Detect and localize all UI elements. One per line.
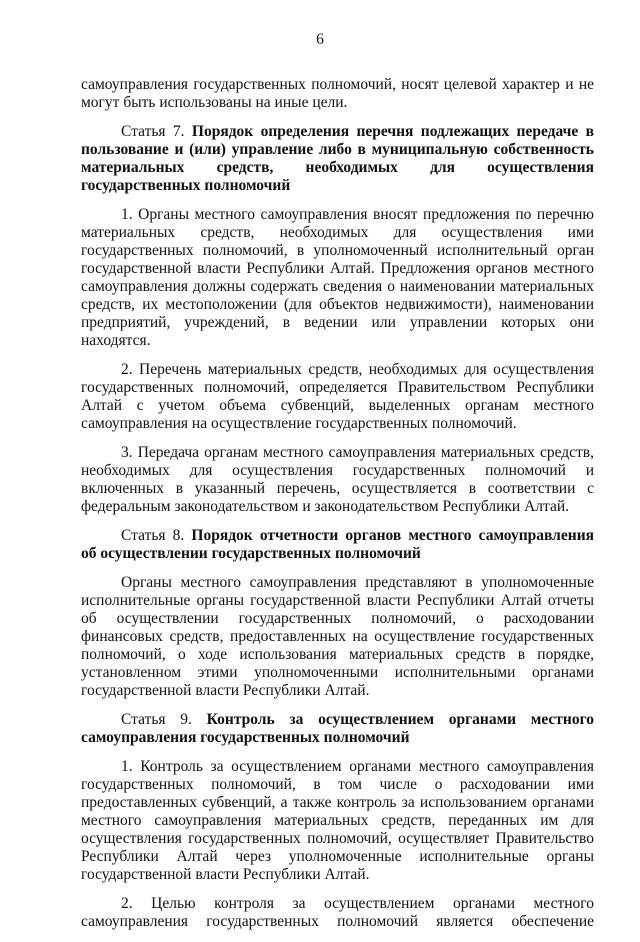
article-7-paragraph-3: 3. Передача органам местного самоуправления материальных средств, необходимых для осуществления государственных полномочий и включенных в указанный перечень, осуществляется в соответствии с федеральным законодательством и законодательством Республики Алтай. <box>81 444 594 515</box>
article-7-paragraph-1: 1. Органы местного самоуправления вносят предложения по перечню материальных средств, необходимых для осуществления ими государственных полномочий, в уполномоченный исполнительный орган государственной власти Республики Алтай. Предложения органов местного самоуправления должны содержать сведения о наименовании материальных средств, их местоположении (для объектов недвижимости), наименовании предприятий, учреждений, в ведении или управлении которых они находятся. <box>81 206 594 349</box>
article-9-paragraph-2: 2. Целью контроля за осуществлением органами местного самоуправления государственных полномочий является обеспечение <box>81 895 594 930</box>
article-7-label: Статья 7. <box>121 123 185 140</box>
article-8-title: Порядок отчетности органов местного самоуправления об осуществлении государственных полномочий <box>81 527 595 562</box>
article-9-heading <box>81 711 594 747</box>
document-body <box>81 76 594 942</box>
article-8-label: Статья 8. <box>121 527 185 544</box>
page-number: 6 <box>316 31 324 48</box>
article-9-label: Статья 9. <box>121 711 192 728</box>
article-7-paragraph-2: 2. Перечень материальных средств, необходимых для осуществления государственных полномочий, определяется Правительством Республики Алтай с учетом объема субвенций, выделенных органам местного самоуправления на осуществление государственных полномочий. <box>81 361 594 432</box>
article-8-heading <box>81 527 594 563</box>
article-9-paragraph-1: 1. Контроль за осуществлением органами местного самоуправления государственных полномочий, в том числе о расходовании ими предоставленных субвенций, а также контроль за использованием органами местного самоуправления материальных средств, переданных им для осуществления государственных полномочий, осуществляет Правительство Республики Алтай через уполномоченные исполнительные органы государственной власти Республики Алтай. <box>81 758 594 883</box>
continuation-paragraph: самоуправления государственных полномочий, носят целевой характер и не могут быть использованы на иные цели. <box>81 76 594 111</box>
article-7-heading <box>81 123 594 195</box>
article-7-title: Порядок определения перечня подлежащих передаче в пользование и (или) управление либо в муниципальную собственность материальных средств, необходимых для осуществления государственных полномочий <box>81 123 594 194</box>
article-9-title: Контроль за осуществлением органами местного самоуправления государственных полномочий <box>81 711 595 746</box>
article-8-paragraph-1: Органы местного самоуправления представляют в уполномоченные исполнительные органы государственной власти Республики Алтай отчеты об осуществлении государственных полномочий, о расходовании финансовых средств, предоставленных на осуществление государственных полномочий, о ходе использования материальных средств в порядке, установленном этими уполномоченными исполнительными органами государственной власти Республики Алтай. <box>81 574 594 699</box>
